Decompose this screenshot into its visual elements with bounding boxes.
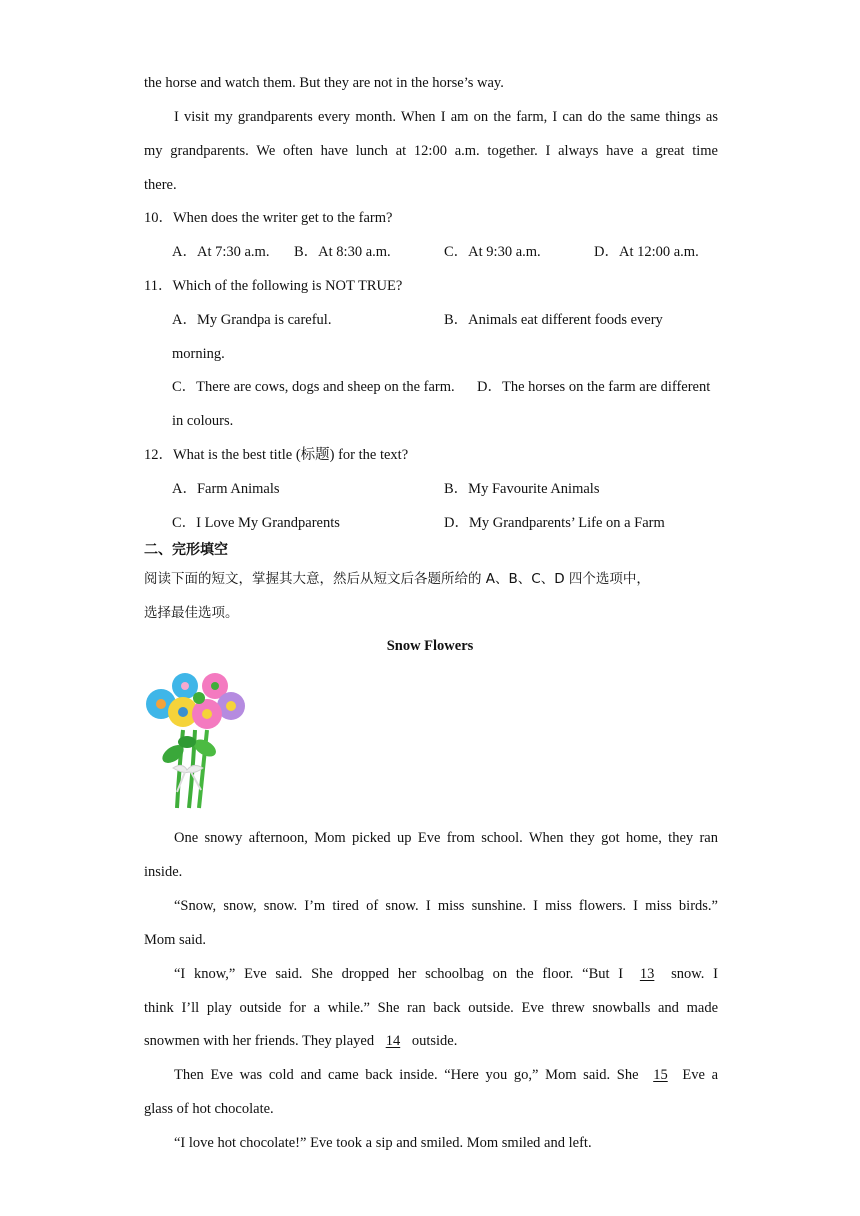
q12-option-b: B．My Favourite Animals <box>444 481 600 497</box>
passage-title: Snow Flowers <box>386 638 474 654</box>
blank-13: 13 <box>639 966 655 982</box>
q10-option-a: A．At 7:30 a.m. <box>172 244 270 260</box>
q10-option-b: B．At 8:30 a.m. <box>294 244 391 260</box>
question-10-stem: 10．When does the writer get to the farm? <box>144 210 393 226</box>
q12-option-a: A．Farm Animals <box>172 481 280 497</box>
story-text: outside. <box>411 1033 458 1049</box>
passage-line: there. <box>144 177 177 193</box>
story-line: inside. <box>144 864 183 880</box>
q11-option-d-cont: in colours. <box>172 413 234 429</box>
story-text: Eve a <box>682 1067 719 1083</box>
story-line: glass of hot chocolate. <box>144 1101 274 1117</box>
blank-15: 15 <box>653 1067 668 1083</box>
q12-option-d: D．My Grandparents’ Life on a Farm <box>444 515 665 531</box>
blank-14: 14 <box>385 1033 401 1049</box>
q11-option-a: A．My Grandpa is careful. <box>172 312 332 328</box>
q11-option-b: B．Animals eat different foods every <box>444 312 663 328</box>
passage-line: the horse and watch them. But they are not in the horse’s way. <box>144 75 504 91</box>
story-line <box>144 1031 718 1051</box>
q10-option-d: D．At 12:00 a.m. <box>594 244 699 260</box>
story-text: snow. I <box>671 966 718 982</box>
q11-option-b-cont: morning. <box>172 346 225 362</box>
section-instructions-cont: 选择最佳选项。 <box>144 605 239 621</box>
story-line <box>174 964 718 984</box>
section-instructions: 阅读下面的短文，掌握其大意，然后从短文后各题所给的 A、B、C、D 四个选项中， <box>144 571 650 587</box>
q11-option-c: C．There are cows, dogs and sheep on the farm. <box>172 379 455 395</box>
story-line: “I love hot chocolate!” Eve took a sip and smiled. Mom smiled and left. <box>174 1135 592 1151</box>
flower-bouquet-image <box>143 670 247 812</box>
story-line: One snowy afternoon, Mom picked up Eve from school. When they got home, they ran <box>174 830 718 846</box>
story-text: “I know,” Eve said. She dropped her schoolbag on the floor. “But I <box>174 966 624 982</box>
story-text: Then Eve was cold and came back inside. “Here you go,” Mom said. She <box>174 1067 639 1083</box>
section-heading: 二、完形填空 <box>144 542 228 558</box>
story-line: “Snow, snow, snow. I’m tired of snow. I miss sunshine. I miss flowers. I miss birds.” <box>174 898 718 914</box>
question-12-stem: 12．What is the best title (标题) for the text? <box>144 447 409 463</box>
story-line: think I’ll play outside for a while.” She ran back outside. Eve threw snowballs and made <box>144 1000 718 1016</box>
passage-line: my grandparents. We often have lunch at 12:00 a.m. together. I always have a great time <box>144 143 718 159</box>
story-text: snowmen with her friends. They played <box>144 1033 375 1049</box>
passage-line: I visit my grandparents every month. When I am on the farm, I can do the same things as <box>174 109 718 125</box>
story-line <box>174 1065 718 1085</box>
q12-option-c: C．I Love My Grandparents <box>172 515 340 531</box>
q10-option-c: C．At 9:30 a.m. <box>444 244 541 260</box>
q11-option-d: D．The horses on the farm are different <box>477 379 711 395</box>
story-line: Mom said. <box>144 932 207 948</box>
question-11-stem: 11．Which of the following is NOT TRUE? <box>144 278 403 294</box>
